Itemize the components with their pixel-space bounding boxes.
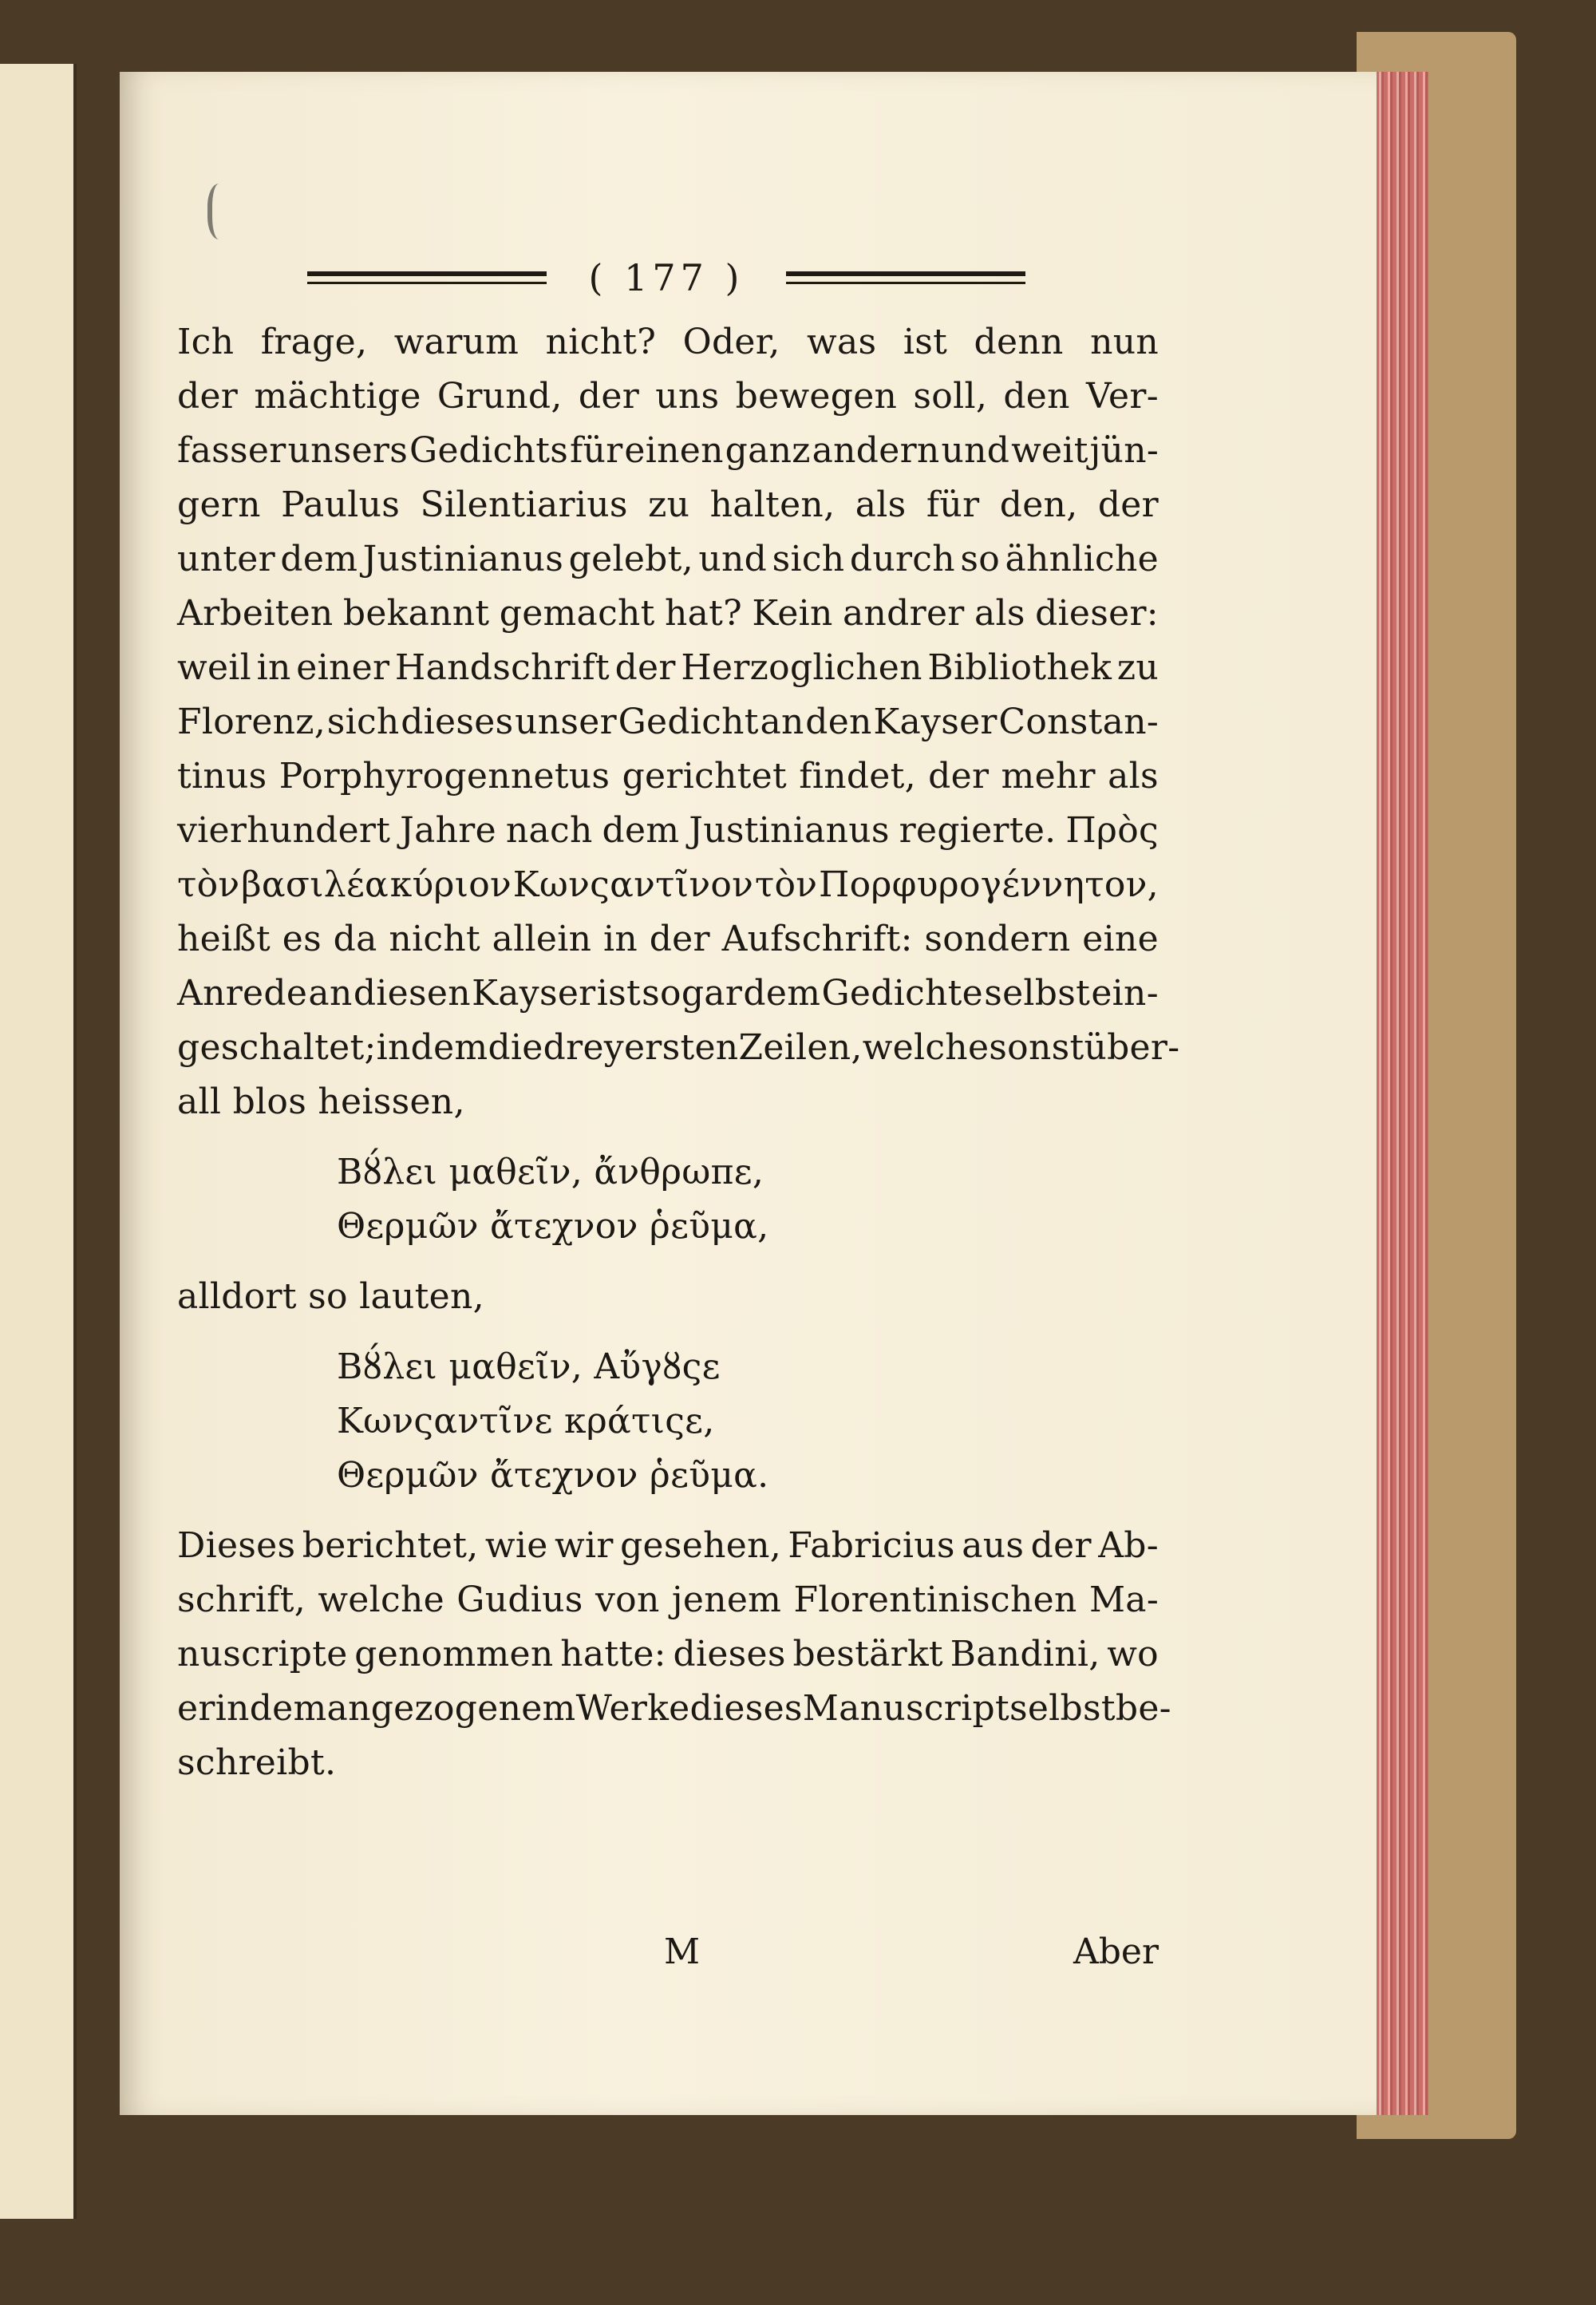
word: Aufschrift: bbox=[721, 919, 913, 959]
word: unter bbox=[177, 539, 275, 579]
text-line: schreibt. bbox=[177, 1742, 337, 1783]
word: sonst bbox=[989, 1027, 1084, 1068]
word: der bbox=[649, 919, 710, 959]
word: für bbox=[926, 484, 980, 525]
text-line bbox=[177, 858, 1159, 912]
word: in bbox=[256, 647, 291, 688]
word: aus bbox=[962, 1525, 1025, 1566]
word: ersten bbox=[623, 1027, 739, 1068]
word: Gedicht bbox=[618, 702, 759, 742]
word: dem bbox=[743, 973, 821, 1014]
verse-line: Κωνςαντῖνε κράτιςε, bbox=[337, 1401, 715, 1441]
word: der bbox=[177, 376, 239, 417]
word: sogar bbox=[642, 973, 743, 1014]
page-number: ( 177 ) bbox=[588, 256, 745, 299]
header-rule-right bbox=[786, 271, 1025, 284]
word: wir bbox=[554, 1525, 614, 1566]
word: nach bbox=[505, 810, 593, 851]
word: Πορφυρογέννητον, bbox=[819, 864, 1159, 905]
word: allein bbox=[492, 919, 592, 959]
verse-line: Βȣ́λει μαθεῖν, Αὔγȣςε bbox=[337, 1346, 721, 1387]
word: Florenz, bbox=[177, 702, 326, 742]
word: bewegen bbox=[735, 376, 898, 417]
word: be- bbox=[1115, 1688, 1171, 1729]
word: Fabricius bbox=[788, 1525, 955, 1566]
word: der bbox=[928, 756, 990, 797]
word: ist bbox=[903, 322, 948, 362]
word: selbst bbox=[1009, 1688, 1116, 1729]
verse-line: Θερμῶν ἄτεχνον ῥεῦμα, bbox=[337, 1206, 769, 1247]
word: nuscripte bbox=[177, 1634, 348, 1674]
word: sich bbox=[772, 539, 845, 579]
word: welche bbox=[318, 1579, 444, 1620]
word: Florentinischen bbox=[793, 1579, 1077, 1620]
word: Kayser bbox=[873, 702, 998, 742]
word: als bbox=[1108, 756, 1159, 797]
word: in bbox=[215, 1688, 250, 1729]
word: jenem bbox=[671, 1579, 782, 1620]
word: κύριον bbox=[389, 864, 512, 905]
word: berichtet, bbox=[302, 1525, 479, 1566]
page-header bbox=[307, 254, 1025, 302]
word: Ab- bbox=[1098, 1525, 1159, 1566]
word: Oder, bbox=[682, 322, 780, 362]
word: Dieses bbox=[177, 1525, 296, 1566]
word: ähnliche bbox=[1005, 539, 1159, 579]
word: Ma- bbox=[1088, 1579, 1159, 1620]
text-line: all blos heissen, bbox=[177, 1081, 465, 1122]
word: an bbox=[308, 973, 353, 1014]
word: nun bbox=[1090, 322, 1159, 362]
word: sich bbox=[326, 702, 400, 742]
word: den bbox=[805, 702, 872, 742]
word: zu bbox=[1116, 647, 1159, 688]
text-line bbox=[177, 532, 1159, 587]
word: Grund, bbox=[437, 376, 563, 417]
word: dieses bbox=[401, 702, 514, 742]
word: Werke bbox=[575, 1688, 690, 1729]
text-line bbox=[177, 695, 1159, 749]
word: Anrede bbox=[177, 973, 308, 1014]
signature-mark: M bbox=[664, 1931, 701, 1972]
word: und bbox=[698, 539, 768, 579]
word: hat? bbox=[664, 593, 743, 634]
word: diesen bbox=[353, 973, 471, 1014]
text-line bbox=[177, 1573, 1159, 1627]
text-line bbox=[177, 1519, 1159, 1573]
word: genommen bbox=[354, 1634, 554, 1674]
word: dem bbox=[602, 810, 680, 851]
word: Justinianus bbox=[689, 810, 890, 851]
word: dem bbox=[249, 1688, 327, 1729]
word: durch bbox=[849, 539, 955, 579]
word: gerichtet bbox=[622, 756, 787, 797]
word: weit bbox=[1011, 430, 1088, 471]
word: es bbox=[282, 919, 322, 959]
word: so bbox=[960, 539, 1001, 579]
text-line bbox=[177, 967, 1159, 1021]
spacer bbox=[177, 1129, 1159, 1145]
word: Handschrift bbox=[394, 647, 610, 688]
word: frage, bbox=[260, 322, 368, 362]
word: ganz bbox=[725, 430, 811, 471]
word: Bandini, bbox=[950, 1634, 1100, 1674]
word: gelebt, bbox=[568, 539, 693, 579]
spacer bbox=[177, 1503, 1159, 1519]
word: Manuscript bbox=[802, 1688, 1009, 1729]
word: heißt bbox=[177, 919, 271, 959]
spacer bbox=[177, 1324, 1159, 1340]
word: und bbox=[941, 430, 1010, 471]
word: was bbox=[807, 322, 877, 362]
text-line bbox=[177, 804, 1159, 858]
text-line bbox=[177, 315, 1159, 370]
word: Silentiarius bbox=[420, 484, 628, 525]
word: welche bbox=[862, 1027, 990, 1068]
word: zu bbox=[648, 484, 690, 525]
word: Kein bbox=[752, 593, 833, 634]
word: βασιλέα bbox=[241, 864, 389, 905]
word: Paulus bbox=[281, 484, 401, 525]
word: sondern bbox=[924, 919, 1071, 959]
text-line bbox=[177, 912, 1159, 967]
word: vierhundert bbox=[177, 810, 391, 851]
word: Constan- bbox=[998, 702, 1159, 742]
text-line bbox=[177, 1682, 1171, 1736]
word: regierte. bbox=[899, 810, 1057, 851]
word: fasser bbox=[177, 430, 286, 471]
word: dieses bbox=[689, 1688, 803, 1729]
word: Kayser bbox=[472, 973, 596, 1014]
ink-mark bbox=[207, 184, 236, 239]
word: Justinianus bbox=[362, 539, 564, 579]
catchword: Aber bbox=[1073, 1931, 1159, 1972]
word: Πρὸς bbox=[1065, 810, 1159, 851]
word: der bbox=[1030, 1525, 1092, 1566]
word: uns bbox=[655, 376, 720, 417]
word: warum bbox=[393, 322, 519, 362]
word: mächtige bbox=[254, 376, 421, 417]
word: dieses bbox=[673, 1634, 786, 1674]
text-line bbox=[177, 1627, 1159, 1682]
text-line bbox=[177, 1021, 1180, 1075]
word: mehr bbox=[1001, 756, 1096, 797]
word: Bibliothek bbox=[927, 647, 1112, 688]
word: andern bbox=[812, 430, 940, 471]
word: den, bbox=[999, 484, 1078, 525]
word: in bbox=[603, 919, 638, 959]
verse-line: Βȣ́λει μαθεῖν, ἄνθρωπε, bbox=[337, 1152, 764, 1192]
page-text bbox=[177, 315, 1180, 1790]
word: den bbox=[1003, 376, 1070, 417]
text-line: alldort so lauten, bbox=[177, 1276, 484, 1317]
word: Gedichts bbox=[409, 430, 569, 471]
word: drey bbox=[543, 1027, 624, 1068]
word: wo bbox=[1107, 1634, 1159, 1674]
word: über- bbox=[1084, 1027, 1180, 1068]
word: bekannt bbox=[342, 593, 490, 634]
word: an bbox=[760, 702, 804, 742]
word: indem bbox=[376, 1027, 488, 1068]
word: für bbox=[569, 430, 623, 471]
word: ein- bbox=[1091, 973, 1159, 1014]
word: bestärkt bbox=[792, 1634, 943, 1674]
word: von bbox=[595, 1579, 660, 1620]
text-line bbox=[177, 587, 1159, 641]
text-line bbox=[177, 370, 1159, 424]
word: τὸν bbox=[754, 864, 818, 905]
word: eine bbox=[1082, 919, 1159, 959]
word: tinus bbox=[177, 756, 267, 797]
text-line bbox=[177, 641, 1159, 695]
word: als bbox=[855, 484, 907, 525]
word: als bbox=[974, 593, 1025, 634]
word: nicht bbox=[389, 919, 480, 959]
word: halten, bbox=[709, 484, 836, 525]
word: andrer bbox=[843, 593, 965, 634]
spacer bbox=[177, 1254, 1159, 1270]
word: gesehen, bbox=[620, 1525, 781, 1566]
word: jün- bbox=[1089, 430, 1159, 471]
word: weil bbox=[177, 647, 252, 688]
word: wie bbox=[484, 1525, 548, 1566]
word: die bbox=[488, 1027, 543, 1068]
word: Herzoglichen bbox=[681, 647, 922, 688]
word: der bbox=[578, 376, 640, 417]
word: er bbox=[177, 1688, 215, 1729]
word: Ich bbox=[177, 322, 235, 362]
word: findet, bbox=[799, 756, 916, 797]
word: unser bbox=[515, 702, 617, 742]
word: dieser: bbox=[1035, 593, 1159, 634]
word: nicht? bbox=[545, 322, 657, 362]
text-line bbox=[177, 749, 1159, 804]
word: unsers bbox=[287, 430, 409, 471]
word: der bbox=[1097, 484, 1159, 525]
word: soll, bbox=[913, 376, 988, 417]
text-line bbox=[177, 478, 1159, 532]
word: schrift, bbox=[177, 1579, 306, 1620]
word: geschaltet; bbox=[177, 1027, 377, 1068]
word: Ver- bbox=[1086, 376, 1159, 417]
word: hatte: bbox=[560, 1634, 666, 1674]
word: dem bbox=[280, 539, 358, 579]
word: Jahre bbox=[400, 810, 496, 851]
header-rule-left bbox=[307, 271, 547, 284]
word: denn bbox=[974, 322, 1064, 362]
word: einen bbox=[624, 430, 724, 471]
page-footer bbox=[177, 1931, 1159, 1987]
word: gemacht bbox=[499, 593, 655, 634]
word: selbst bbox=[984, 973, 1091, 1014]
word: da bbox=[333, 919, 377, 959]
word: Porphyrogennetus bbox=[279, 756, 610, 797]
word: Κωνςαντῖνον bbox=[512, 864, 754, 905]
verse-line: Θερμῶν ἄτεχνον ῥεῦμα. bbox=[337, 1455, 769, 1496]
left-page-edge bbox=[0, 64, 77, 2219]
word: Zeilen, bbox=[738, 1027, 863, 1068]
text-line bbox=[177, 424, 1159, 478]
word: τὸν bbox=[177, 864, 240, 905]
word: einer bbox=[296, 647, 390, 688]
word: Gedichte bbox=[821, 973, 983, 1014]
word: ist bbox=[596, 973, 641, 1014]
word: Arbeiten bbox=[177, 593, 334, 634]
word: gern bbox=[177, 484, 261, 525]
word: der bbox=[614, 647, 676, 688]
word: Gudius bbox=[456, 1579, 583, 1620]
word: angezogenem bbox=[326, 1688, 576, 1729]
